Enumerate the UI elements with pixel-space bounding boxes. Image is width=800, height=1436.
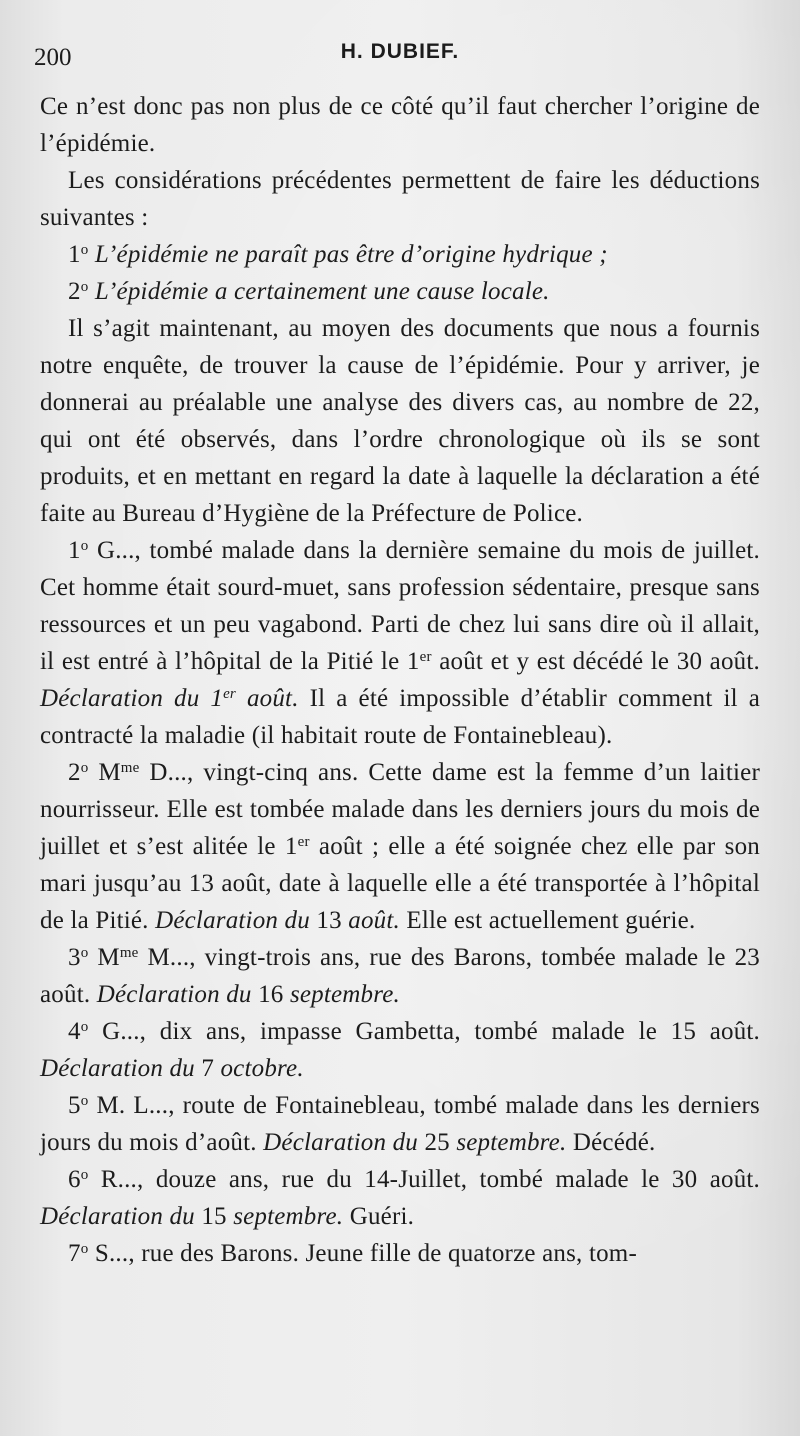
declaration-label: Déclaration du xyxy=(155,907,310,934)
degree-sign: o xyxy=(80,279,89,295)
case-number: 3 xyxy=(68,944,81,971)
item-number: 2 xyxy=(68,278,81,305)
degree-sign: o xyxy=(80,760,89,776)
title-abbrev: M xyxy=(98,759,121,786)
title-abbrev: M xyxy=(97,944,120,971)
paragraph-method xyxy=(40,310,760,532)
paragraph-text: Il s’agit maintenant, au moyen des documents que nous a fournis notre enquête, de trouver la cause de l’épidémie. Pour y arriver, je donnerai au préalable une analyse des divers cas, au nombre de 22, qui ont été observés, dans l’ordre chronologique où ils se sont produits, et en mettant en regard la date à laquelle la déclaration a été faite au Bureau d’Hygiène de la Préfecture de Police. xyxy=(40,315,760,527)
case-entry-6 xyxy=(40,1161,760,1235)
paragraph-deductions-intro xyxy=(40,162,760,236)
declaration-label: Déclaration du xyxy=(263,1129,419,1156)
declaration-month: septembre. xyxy=(456,1129,567,1156)
declaration-label: Déclaration du xyxy=(40,1055,195,1082)
declaration-date: Déclaration du 1 xyxy=(40,685,224,712)
deduction-item xyxy=(40,236,760,273)
case-number: 4 xyxy=(68,1018,81,1045)
case-entry-1 xyxy=(40,532,760,754)
case-text: R..., douze ans, rue du 14-Juillet, tombé malade le 30 août. xyxy=(100,1166,760,1193)
case-text: août ; elle a été soignée chez elle par son mari jusqu’au 13 août, date à laquelle elle a été transportée à l’hôpital de la Pitié. xyxy=(40,833,760,934)
declaration-day: 25 xyxy=(424,1129,450,1156)
case-text: D..., vingt-cinq ans. Cette dame est la femme d’un laitier nourrisseur. Elle est tombée malade dans les derniers jours du mois de juillet et s’est alitée le 1 xyxy=(40,759,761,860)
declaration-day: 16 xyxy=(258,981,284,1008)
degree-sign: o xyxy=(80,242,89,258)
case-text: Elle est actuellement guérie. xyxy=(399,907,696,934)
case-text: août et y est décédé le 30 août. xyxy=(431,648,760,675)
case-text: G..., tombé malade dans la dernière semaine du mois de juillet. Cet homme était sourd-muet, sans profession sédentaire, presque sans ressources et un peu vagabond. Parti de chez lui sans dire où il allait, il est entré à l’hôpital de la Pitié le 1 xyxy=(40,537,760,675)
case-text: Guéri. xyxy=(343,1203,415,1230)
declaration-label: Déclaration du xyxy=(96,981,252,1008)
case-entry-7 xyxy=(40,1235,760,1272)
deduction-text: L’épidémie ne paraît pas être d’origine hydrique ; xyxy=(94,241,608,268)
page-number: 200 xyxy=(34,44,72,71)
ordinal-suffix: er xyxy=(297,834,310,850)
case-number: 6 xyxy=(68,1166,81,1193)
declaration-label: Déclaration du xyxy=(40,1203,195,1230)
case-number: 7 xyxy=(68,1240,81,1267)
deduction-text: L’épidémie a certainement une cause locale. xyxy=(94,278,550,305)
running-header xyxy=(34,38,760,78)
case-text: Décédé. xyxy=(566,1129,656,1156)
declaration-day: 7 xyxy=(201,1055,215,1082)
item-number: 1 xyxy=(68,241,81,268)
ordinal-suffix: er xyxy=(419,649,432,665)
title-suffix: me xyxy=(119,945,139,961)
case-text: M. L..., route de Fontainebleau, tombé malade dans les derniers jours du mois d’août. xyxy=(40,1092,760,1156)
running-title: H. DUBIEF. xyxy=(340,40,460,63)
degree-sign: o xyxy=(80,1093,89,1109)
case-entry-4 xyxy=(40,1013,760,1087)
paragraph-conclusion xyxy=(40,88,760,162)
case-entry-3 xyxy=(40,939,760,1013)
title-suffix: me xyxy=(120,760,140,776)
case-text: Il a été impossible d’établir comment il a contracté la maladie (il habitait route de Fontainebleau). xyxy=(40,685,761,749)
declaration-day: 15 xyxy=(201,1203,227,1230)
case-text: M..., vingt-trois ans, rue des Barons, tombée malade le 23 août. xyxy=(40,944,760,1008)
case-text: G..., dix ans, impasse Gambetta, tombé malade le 15 août. xyxy=(102,1018,761,1045)
case-number: 5 xyxy=(68,1092,81,1119)
case-text: S..., rue des Barons. Jeune fille de quatorze ans, tom- xyxy=(94,1240,637,1267)
ordinal-suffix: er xyxy=(223,686,236,702)
degree-sign: o xyxy=(80,1167,89,1183)
case-entry-2 xyxy=(40,754,760,939)
degree-sign: o xyxy=(80,1019,89,1035)
deduction-item xyxy=(40,273,760,310)
case-number: 2 xyxy=(68,759,81,786)
body-text xyxy=(40,88,760,1272)
declaration-month: octobre. xyxy=(220,1055,304,1082)
declaration-month: septembre. xyxy=(289,981,401,1008)
case-entry-5 xyxy=(40,1087,760,1161)
declaration-month: septembre. xyxy=(233,1203,344,1230)
declaration-month: août. xyxy=(348,907,400,934)
paragraph-text: Les considérations précédentes permettent de faire les déductions suivantes : xyxy=(40,167,760,231)
degree-sign: o xyxy=(80,945,89,961)
paragraph-text: Ce n’est donc pas non plus de ce côté qu’il faut chercher l’origine de l’épidémie. xyxy=(40,93,760,157)
declaration-day: 13 xyxy=(316,907,342,934)
case-number: 1 xyxy=(68,537,81,564)
degree-sign: o xyxy=(80,538,89,554)
degree-sign: o xyxy=(80,1241,89,1257)
declaration-date: août. xyxy=(235,685,299,712)
